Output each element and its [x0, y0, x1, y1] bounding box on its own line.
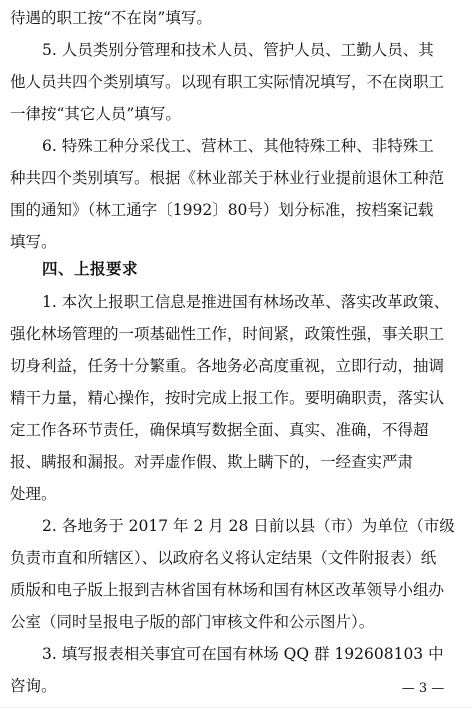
section-heading: 四、上报要求 — [42, 260, 139, 278]
text-line: 精干力量，精心操作，按时完成上报工作。要明确职责，落实认 — [10, 389, 445, 407]
text-line: 围的通知》（林工通字〔1992〕80号）划分标准，按档案记载 — [10, 201, 434, 219]
text-line: 公室（同时呈报电子版的部门审核文件和公示图片）。 — [10, 613, 375, 631]
text-line: 待遇的职工按“不在岗”填写。 — [10, 9, 212, 27]
text-line: 6. 特殊工种分采伐工、营林工、其他特殊工种、非特殊工 — [42, 137, 434, 155]
text-line: 1. 本次上报职工信息是推进国有林场改革、落实改革政策、 — [42, 293, 450, 311]
text-line: 负责市直和所辖区）、以政府名义将认定结果（文件附报表）纸 — [10, 549, 437, 567]
text-line: 2. 各地务于 2017 年 2 月 28 日前以县（市）为单位（市级 — [42, 517, 455, 535]
text-line: 种共四个类别填写。根据《林业部关于林业行业提前退休工种范 — [10, 169, 445, 187]
text-line: 5. 人员类别分管理和技术人员、管护人员、工勤人员、其 — [42, 41, 434, 59]
text-line: 一律按“其它人员”填写。 — [10, 105, 181, 123]
text-line: 3. 填写报表相关事宜可在国有林场 QQ 群 192608103 中 — [42, 645, 444, 663]
page-bottom-rule — [0, 707, 472, 708]
text-line: 定工作各环节责任，确保填写数据全面、真实、准确，不得超 — [10, 421, 429, 439]
text-line: 填写。 — [10, 233, 57, 251]
text-line: 咨询。 — [10, 677, 57, 695]
text-line: 报、瞒报和漏报。对弄虚作假、欺上瞒下的，一经查实严肃 — [10, 453, 414, 471]
text-line: 他人员共四个类别填写。以现有职工实际情况填写，不在岗职工 — [10, 73, 445, 91]
text-line: 处理。 — [10, 485, 57, 503]
text-line: 切身利益，任务十分繁重。各地务必高度重视，立即行动，抽调 — [10, 357, 445, 375]
text-line: 质版和电子版上报到吉林省国有林场和国有林区改革领导小组办 — [10, 581, 445, 599]
page-number: — 3 — — [401, 681, 445, 696]
text-line: 强化林场管理的一项基础性工作，时间紧，政策性强，事关职工 — [10, 325, 445, 343]
